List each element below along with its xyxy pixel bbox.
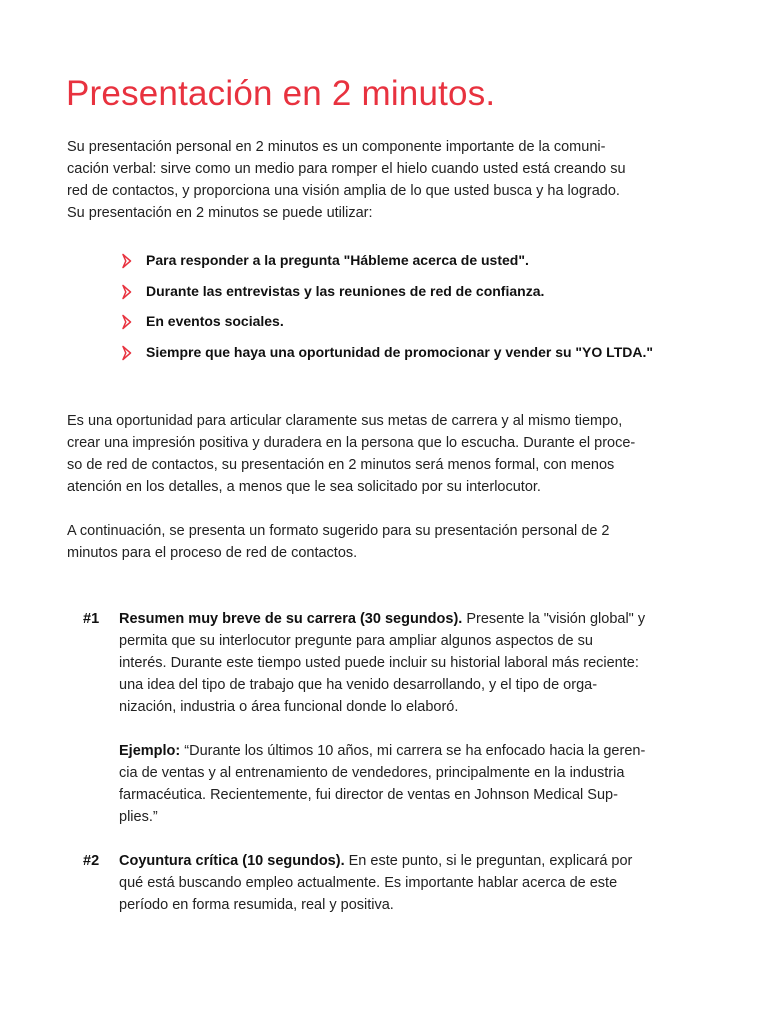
list-item xyxy=(120,341,653,364)
paragraph-line: A continuación, se presenta un formato sugerido para su presentación personal de 2 xyxy=(67,523,610,539)
chevron-right-icon xyxy=(120,253,134,269)
step-body xyxy=(119,850,689,916)
example-text: “Durante los últimos 10 años, mi carrera se ha enfocado hacia la geren- xyxy=(180,743,646,759)
intro-line: cación verbal: sirve como un medio para romper el hielo cuando usted está creando su xyxy=(67,161,626,177)
step-first-line xyxy=(119,850,689,872)
list-item-text: Durante las entrevistas y las reuniones de red de confianza. xyxy=(146,282,545,299)
step-line: interés. Durante este tiempo usted puede incluir su historial laboral más reciente: xyxy=(119,655,639,671)
step-heading: Resumen muy breve de su carrera (30 segundos). xyxy=(119,611,463,627)
paragraph-line: minutos para el proceso de red de contactos. xyxy=(67,545,358,561)
page-title: Presentación en 2 minutos. xyxy=(66,74,496,113)
step-line: una idea del tipo de trabajo que ha venido desarrollando, y el tipo de orga- xyxy=(119,677,598,693)
chevron-right-icon xyxy=(120,345,134,361)
list-item-text: Siempre que haya una oportunidad de promocionar y vender su "YO LTDA." xyxy=(146,343,653,360)
step-line: permita que su interlocutor pregunte para ampliar algunos aspectos de su xyxy=(119,633,593,649)
uses-list xyxy=(120,249,653,371)
list-item xyxy=(120,249,653,272)
step-heading: Coyuntura crítica (10 segundos). xyxy=(119,853,345,869)
example-label: Ejemplo: xyxy=(119,743,181,759)
step-number: #2 xyxy=(83,853,100,869)
paragraph-line: atención en los detalles, a menos que le sea solicitado por su interlocutor. xyxy=(67,479,541,495)
list-item xyxy=(120,310,653,333)
list-item-text: En eventos sociales. xyxy=(146,313,284,329)
chevron-right-icon xyxy=(120,284,134,300)
paragraph-line: Es una oportunidad para articular claramente sus metas de carrera y al mismo tiempo, xyxy=(67,413,623,429)
paragraph-line: crear una impresión positiva y duradera en la persona que lo escucha. Durante el proce- xyxy=(67,435,636,451)
example-line: cia de ventas y al entrenamiento de vendedores, principalmente en la industria xyxy=(119,765,625,781)
list-item xyxy=(120,280,653,303)
step-first-line xyxy=(119,608,689,630)
format-intro-paragraph xyxy=(67,520,707,564)
example-first-line xyxy=(119,740,689,762)
step-line: período en forma resumida, real y positiva. xyxy=(119,897,394,913)
example-line: farmacéutica. Recientemente, fui director de ventas en Johnson Medical Sup- xyxy=(119,787,618,803)
intro-line: Su presentación en 2 minutos se puede utilizar: xyxy=(67,205,373,221)
paragraph-line: so de red de contactos, su presentación en 2 minutos será menos formal, con menos xyxy=(67,457,615,473)
list-item-text: Para responder a la pregunta "Hábleme acerca de usted". xyxy=(146,252,529,268)
step-line: qué está buscando empleo actualmente. Es importante hablar acerca de este xyxy=(119,875,618,891)
example-line: plies.” xyxy=(119,809,158,825)
step-number: #1 xyxy=(83,611,100,627)
opportunity-paragraph xyxy=(67,410,707,498)
intro-line: red de contactos, y proporciona una visión amplia de lo que usted busca y ha logrado. xyxy=(67,183,620,199)
chevron-right-icon xyxy=(120,314,134,330)
step-line: nización, industria o área funcional donde lo elaboró. xyxy=(119,699,459,715)
step-body xyxy=(119,608,689,828)
step-text: En este punto, si le preguntan, explicará por xyxy=(344,853,633,869)
step-text: Presente la "visión global" y xyxy=(462,611,646,627)
intro-paragraph xyxy=(67,136,707,224)
intro-line: Su presentación personal en 2 minutos es un componente importante de la comuni- xyxy=(67,139,606,155)
